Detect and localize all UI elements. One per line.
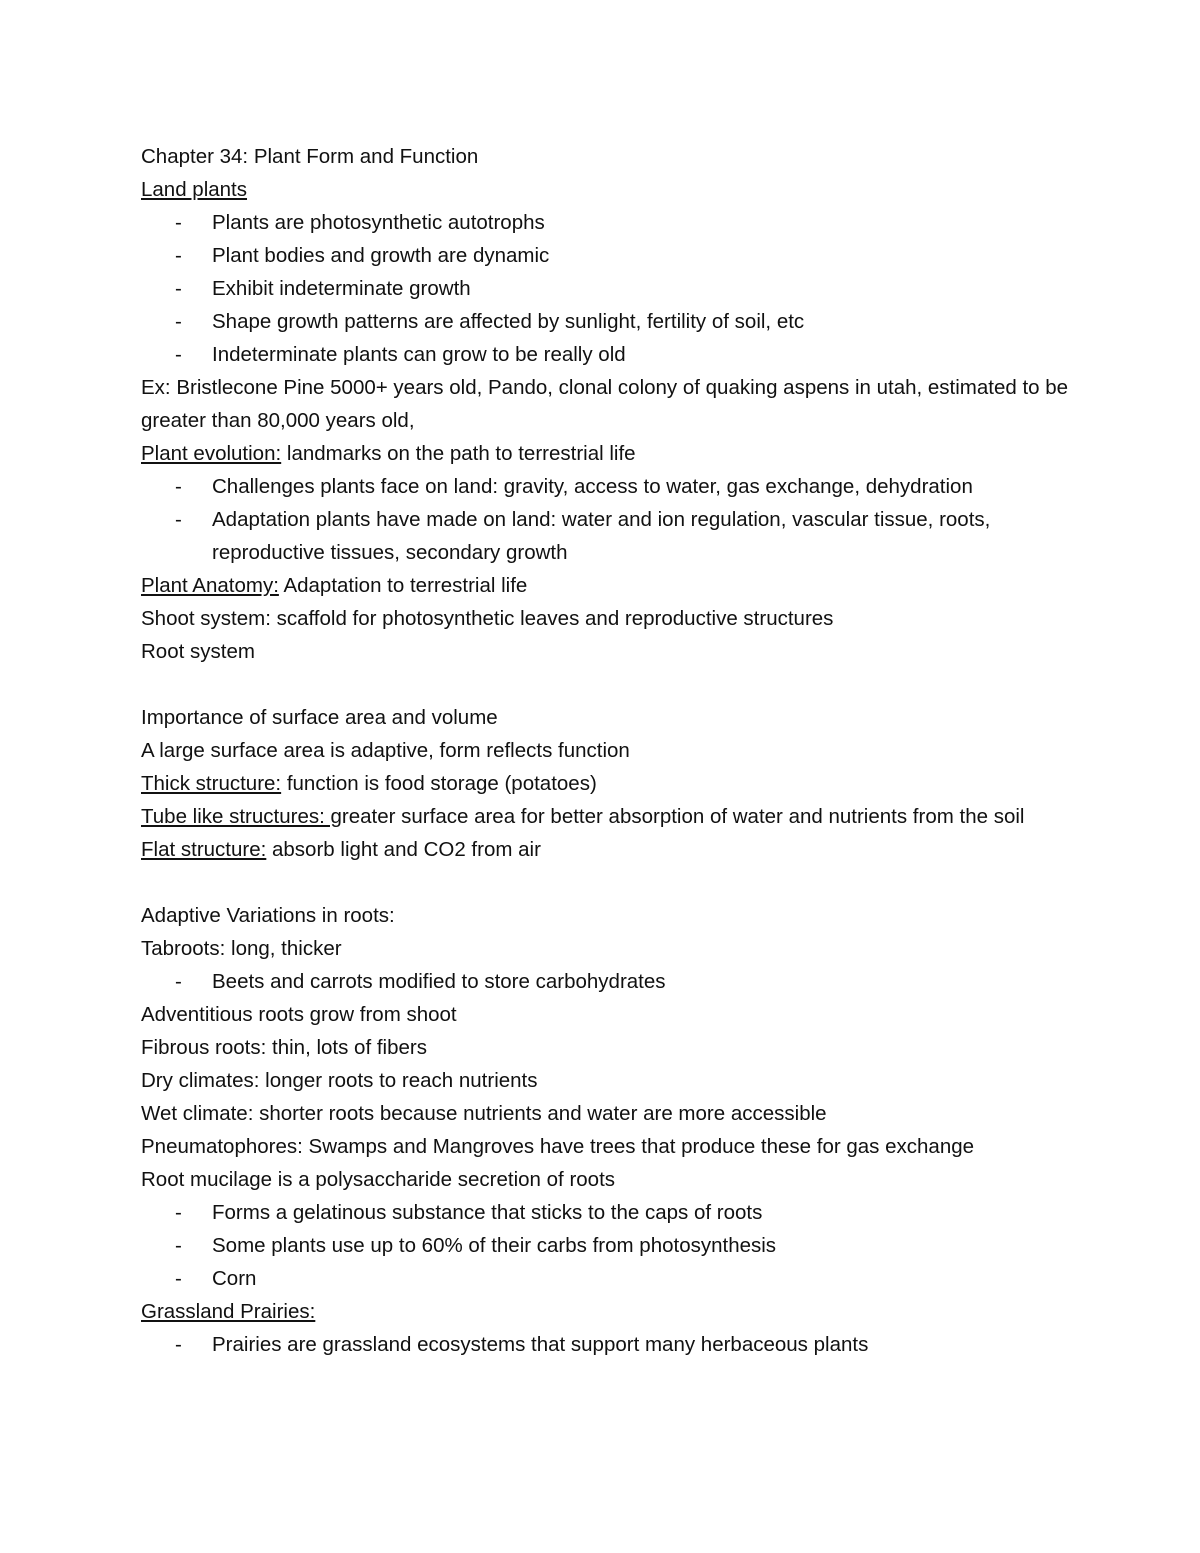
example-text: Ex: Bristlecone Pine 5000+ years old, Pando, clonal colony of quaking aspens in utah, estimated to be greater than 80,000 years old, — [141, 376, 1069, 432]
list-item: - Adaptation plants have made on land: water and ion regulation, vascular tissue, roots, reproductive tissues, secondary growth — [141, 503, 1071, 569]
tube-structure-text: Tube like structures: greater surface area for better absorption of water and nutrients from the soil — [141, 805, 1025, 828]
bullet-dash: - — [175, 508, 182, 531]
list-item: - Exhibit indeterminate growth — [141, 272, 1071, 305]
surface-area-text: A large surface area is adaptive, form reflects function — [141, 739, 630, 762]
section-plant-anatomy: Plant Anatomy: Adaptation to terrestrial life — [141, 574, 528, 597]
bullet-dash: - — [175, 1201, 182, 1224]
list-item: - Plant bodies and growth are dynamic — [141, 239, 1071, 272]
list-item: - Prairies are grassland ecosystems that support many herbaceous plants — [141, 1328, 1071, 1361]
section-label: Flat structure: — [141, 838, 267, 861]
roots-line: Root mucilage is a polysaccharide secretion of roots — [141, 1168, 616, 1191]
bullet-dash: - — [175, 1234, 182, 1257]
list-item: - Indeterminate plants can grow to be really old — [141, 338, 1071, 371]
list-item: - Challenges plants face on land: gravity, access to water, gas exchange, dehydration — [141, 470, 1071, 503]
list-item: - Corn — [141, 1262, 1071, 1295]
roots-heading: Adaptive Variations in roots: — [141, 904, 395, 927]
list-item: - Shape growth patterns are affected by sunlight, fertility of soil, etc — [141, 305, 1071, 338]
roots-line: Dry climates: longer roots to reach nutrients — [141, 1069, 538, 1092]
bullet-dash: - — [175, 211, 182, 234]
list-item: - Forms a gelatinous substance that sticks to the caps of roots — [141, 1196, 1071, 1229]
section-heading-land-plants: Land plants — [141, 178, 248, 201]
bullet-dash: - — [175, 1267, 182, 1290]
list-item: - Plants are photosynthetic autotrophs — [141, 206, 1071, 239]
root-system-text: Root system — [141, 640, 255, 663]
section-heading-prairies: Grassland Prairies: — [141, 1300, 316, 1323]
section-label: Plant evolution: — [141, 442, 282, 465]
flat-structure-text: Flat structure: absorb light and CO2 from air — [141, 838, 541, 861]
bullet-dash: - — [175, 343, 182, 366]
section-label: Thick structure: — [141, 772, 282, 795]
document-page — [141, 140, 1071, 1361]
bullet-dash: - — [175, 277, 182, 300]
surface-area-heading: Importance of surface area and volume — [141, 706, 498, 729]
bullet-dash: - — [175, 970, 182, 993]
section-plant-evolution: Plant evolution: landmarks on the path to terrestrial life — [141, 442, 636, 465]
bullet-dash: - — [175, 310, 182, 333]
blank-line — [141, 866, 1071, 899]
bullet-dash: - — [175, 1333, 182, 1356]
roots-line: Pneumatophores: Swamps and Mangroves have trees that produce these for gas exchange — [141, 1135, 975, 1158]
list-item: - Beets and carrots modified to store carbohydrates — [141, 965, 1071, 998]
roots-line: Wet climate: shorter roots because nutrients and water are more accessible — [141, 1102, 827, 1125]
page-title: Chapter 34: Plant Form and Function — [141, 145, 479, 168]
roots-line: Adventitious roots grow from shoot — [141, 1003, 457, 1026]
bullet-dash: - — [175, 244, 182, 267]
list-item: - Some plants use up to 60% of their carbs from photosynthesis — [141, 1229, 1071, 1262]
shoot-system-text: Shoot system: scaffold for photosynthetic leaves and reproductive structures — [141, 607, 834, 630]
section-label: Tube like structures: g — [141, 805, 342, 828]
taproots-text: Tabroots: long, thicker — [141, 937, 342, 960]
bullet-dash: - — [175, 475, 182, 498]
roots-line: Fibrous roots: thin, lots of fibers — [141, 1036, 427, 1059]
blank-line — [141, 668, 1071, 701]
thick-structure-text: Thick structure: function is food storage (potatoes) — [141, 772, 597, 795]
section-label: Plant Anatomy: — [141, 574, 279, 597]
